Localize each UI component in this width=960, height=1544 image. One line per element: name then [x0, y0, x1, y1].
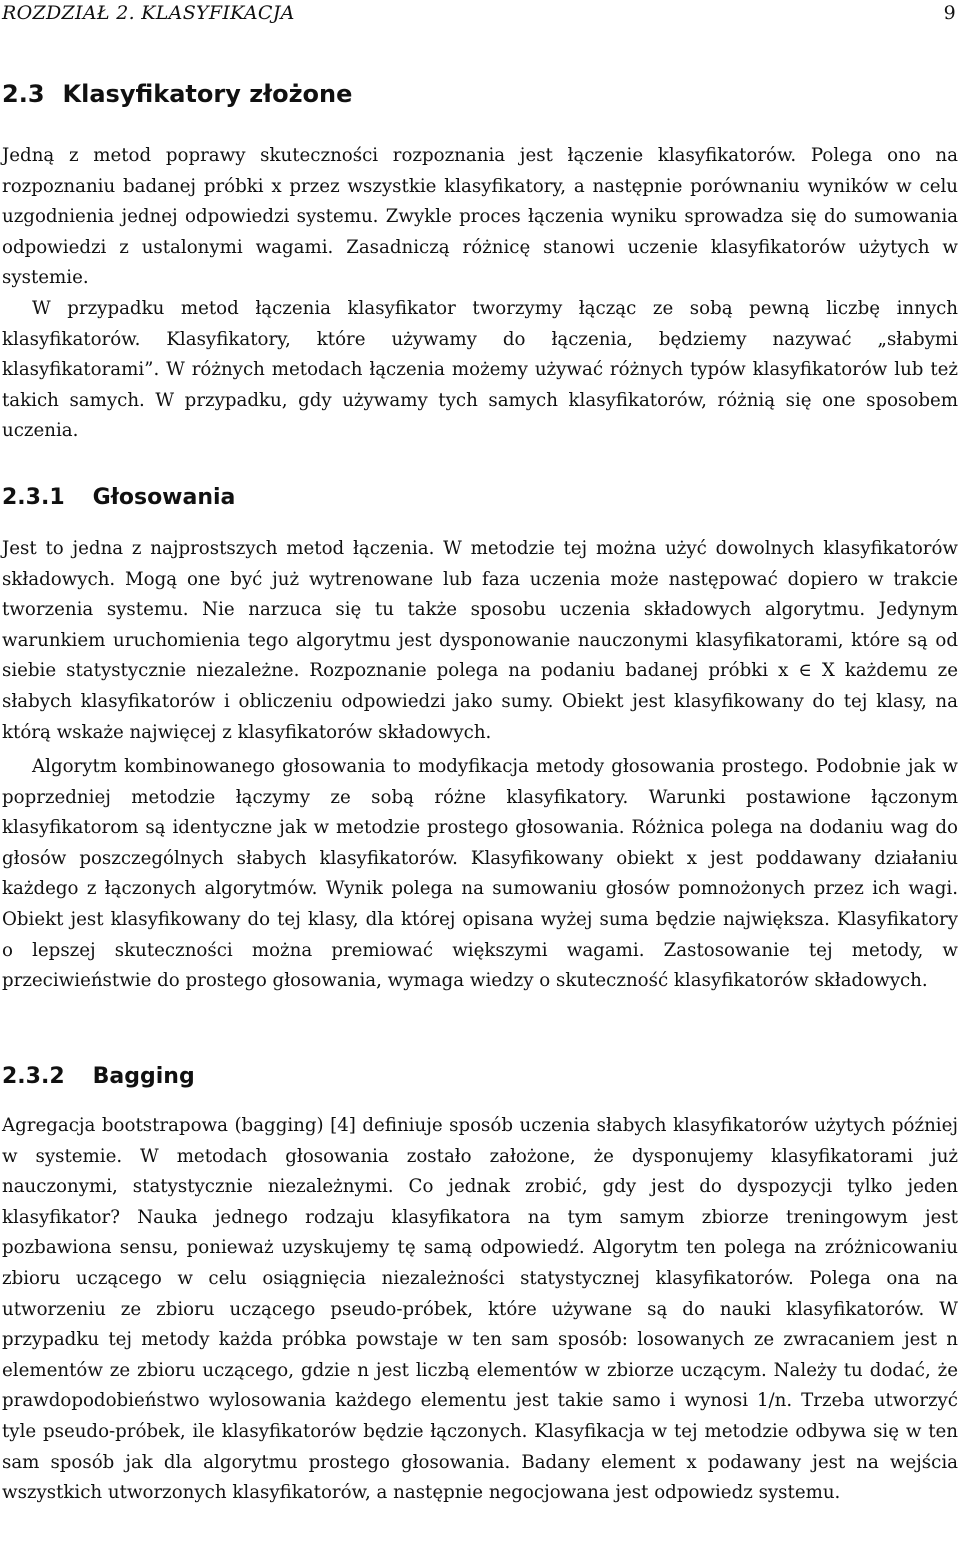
subsection-heading	[2, 1064, 195, 1089]
paragraph: Agregacja bootstrapowa (bagging) [4] definiuje sposób uczenia słabych klasyfikatorów użytych później w systemie. W metodach głosowania zostało założone, że dysponujemy klasyfikatorami już nauczonymi, statystycznie niezależnymi. Co jednak zrobić, gdy jest do dyspozycji tylko jeden klasyfikator? Nauka jednego rodzaju klasyfikatora na tym samym zbiorze treningowym jest pozbawiona sensu, ponieważ uzyskujemy tę samą odpowiedź. Algorytm ten polega na zróżnicowaniu zbioru uczącego w celu osiągnięcia niezależności statystycznej klasyfikatorów. Polega ona na utworzeniu ze zbioru uczącego pseudo-próbek, które używane są do nauki klasyfikatorów. W przypadku tej metody każda próbka powstaje w ten sam sposób: losowanych ze zwracaniem jest n elementów ze zbioru uczącego, gdzie n jest liczbą elementów w zbiorze uczącym. Należy tu dodać, że prawdopodobieństwo wylosowania każdego elementu jest takie samo i wynosi 1/n. Trzeba utworzyć tyle pseudo-próbek, ile klasyfikatorów będzie łączonych. Klasyfikacja w tej metodzie odbywa się w ten sam sposób jak dla algorytmu prostego głosowania. Badany element x podawany jest na wejścia wszystkich utworzonych klasyfikatorów, a następnie negocjowana jest odpowiedz systemu.	[2, 1115, 958, 1504]
paragraph: W przypadku metod łączenia klasyfikator tworzymy łącząc ze sobą pewną liczbę innych klasyfikatorów. Klasyfikatory, które używamy do łączenia, będziemy nazywać „słabymi klasyfikatorami”. W różnych metodach łączenia możemy używać różnych typów klasyfikatorów lub też takich samych. W przypadku, gdy używamy tych samych klasyfikatorów, różnią się one sposobem uczenia.	[2, 298, 958, 442]
subsection-title: Głosowania	[92, 485, 236, 510]
chapter-title: ROZDZIAŁ 2. KLASYFIKACJA	[2, 2, 295, 24]
section-number: 2.3	[2, 80, 45, 108]
paragraph: Jest to jedna z najprostszych metod łączenia. W metodzie tej można użyć dowolnych klasyfikatorów składowych. Mogą one być już wytrenowane lub faza uczenia może następować dopiero w trakcie tworzenia systemu. Nie narzuca się tu także sposobu uczenia składowych algorytmu. Jedynym warunkiem uruchomienia tego algorytmu jest dysponowanie nauczonymi klasyfikatorami, które są od siebie statystycznie niezależne. Rozpoznanie polega na podaniu badanej próbki x ∈ X każdemu ze słabych klasyfikatorów i obliczeniu odpowiedzi jako sumy. Obiekt jest klasyfikowany do tej klasy, na którą wskaże najwięcej z klasyfikatorów składowych.	[2, 538, 958, 743]
subsection-number: 2.3.2	[2, 1064, 65, 1089]
running-head	[2, 2, 956, 26]
subsection-title: Bagging	[92, 1064, 195, 1089]
page-number: 9	[943, 2, 956, 24]
paragraph: Algorytm kombinowanego głosowania to modyfikacja metody głosowania prostego. Podobnie jak w poprzedniej metodzie łączymy ze sobą różne klasyfikatory. Warunki postawione łączonym klasyfikatorom są identyczne jak w metodzie prostego głosowania. Różnica polega na dodaniu wag do głosów poszczególnych słabych klasyfikatorów. Klasyfikowany obiekt x jest poddawany działaniu każdego z łączonych algorytmów. Wynik polega na sumowaniu głosów pomnożonych przez ich wagi. Obiekt jest klasyfikowany do tej klasy, dla której opisana wyżej suma będzie największa. Klasyfikatory o lepszej skuteczności można premiować większymi wagami. Zastosowanie tej metody, w przeciwieństwie do prostego głosowania, wymaga wiedzy o skuteczność klasyfikatorów składowych.	[2, 756, 958, 992]
subsection-number: 2.3.1	[2, 485, 65, 510]
paragraph: Jedną z metod poprawy skuteczności rozpoznania jest łączenie klasyfikatorów. Polega ono na rozpoznaniu badanej próbki x przez wszystkie klasyfikatory, a następnie porównaniu wyników w celu uzgodnienia jednej odpowiedzi systemu. Zwykle proces łączenia wyniku sprowadza się do sumowania odpowiedzi z ustalonymi wagami. Zasadniczą różnicę stanowi uczenie klasyfikatorów użytych w systemie.	[2, 145, 958, 289]
section-heading	[2, 80, 352, 108]
section-title: Klasyfikatory złożone	[62, 80, 353, 108]
subsection-heading	[2, 485, 235, 510]
